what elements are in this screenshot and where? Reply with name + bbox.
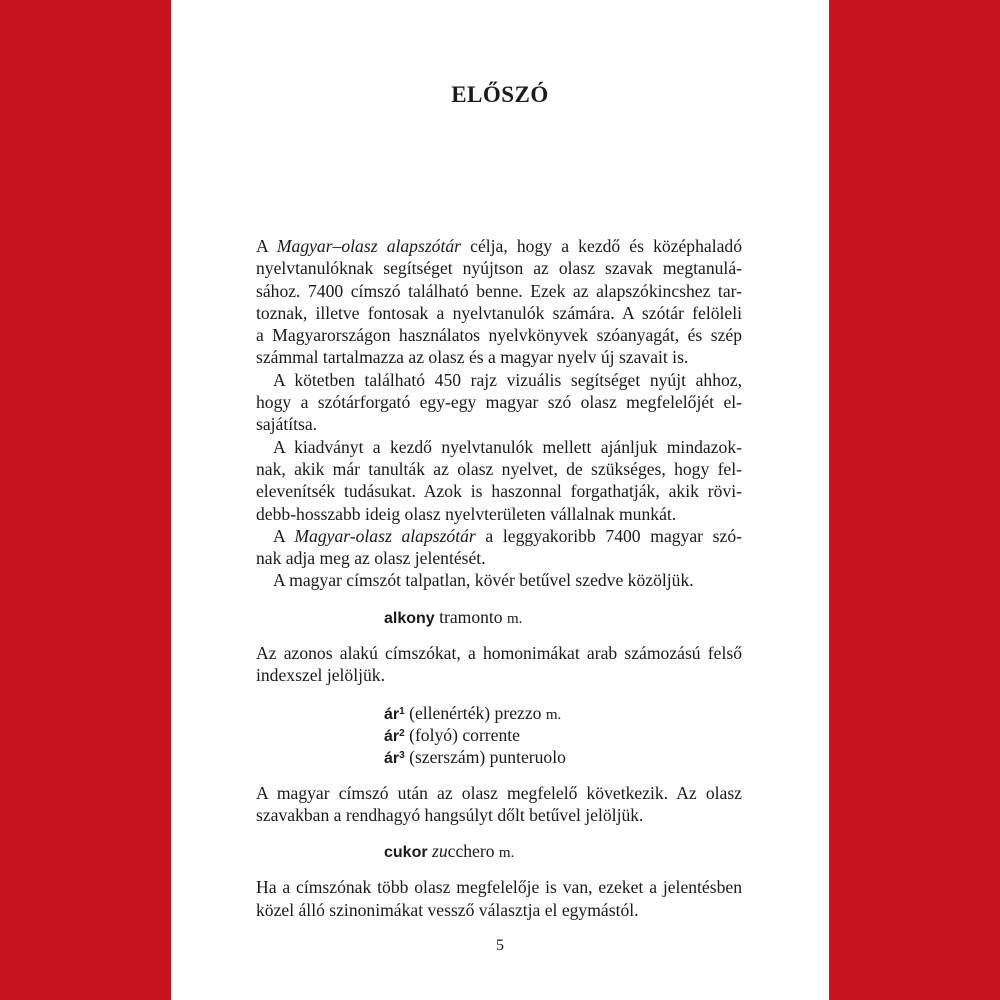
paragraph-line: Ha a címszónak több olasz megfelelője is van, ezeket a jelentésben <box>256 877 742 898</box>
paragraph-line: számmal tartalmazza az olasz és a magyar nyelv új szavait is. <box>256 347 689 368</box>
page-body <box>256 235 742 921</box>
paragraph-line: indexszel jelöljük. <box>256 665 385 686</box>
paragraph-line: debb-hosszabb ideig olasz nyelvterületen vállalnak munkát. <box>256 503 677 524</box>
page-title: ELŐSZÓ <box>451 82 549 107</box>
gender-abbr: m. <box>545 706 562 723</box>
headword: cukor <box>384 844 428 862</box>
example-entry <box>256 745 742 767</box>
paragraph-line: sához. 7400 címszó található benne. Ezek az alapszókincshez tar- <box>256 280 742 301</box>
paragraph-line: közel álló szinonimákat vessző választja el egymástól. <box>256 899 639 920</box>
translation: (szerszám) punteruolo <box>404 747 566 768</box>
gender-abbr: m. <box>507 610 523 627</box>
translation: (folyó) corrente <box>404 724 520 745</box>
homonym-index: 1 <box>399 705 405 717</box>
homonym-index: 3 <box>399 750 405 762</box>
paragraph-line <box>256 525 742 547</box>
paragraph-line: nak adja meg az olasz jelentését. <box>256 548 486 569</box>
text: A <box>273 525 295 546</box>
paragraph-line: toznak, illetve fontosak a nyelvtanulók számára. A szótár felöleli <box>256 302 742 323</box>
page-number: 5 <box>496 937 504 954</box>
paragraph-line: A kiadványt a kezdő nyelvtanulók mellett ajánljuk mindazok- <box>273 436 742 457</box>
translation: cchero <box>447 841 499 862</box>
book-page <box>171 0 829 1000</box>
headword: $ár^1$ <box>384 705 405 723</box>
paragraph-line: Az azonos alakú címszókat, a homonimákat arab számozású felső <box>256 643 742 664</box>
translation: (ellenérték) prezzo <box>404 702 546 723</box>
paragraph-line: nyelvtanulóknak segítséget nyújtson az olasz szavak megtanulá- <box>256 258 742 279</box>
paragraph-line: A magyar címszó után az olasz megfelelő következik. Az olasz <box>256 782 742 803</box>
paragraph-line: A magyar címszót talpatlan, kövér betűvel szedve közöljük. <box>273 570 694 591</box>
translation: tramonto <box>434 606 508 627</box>
headword: $ár^3$ <box>384 750 405 768</box>
headword: $ár^2$ <box>384 727 405 745</box>
paragraph-line: hogy a szótárforgató egy-egy magyar szó olasz megfelelőjét el- <box>256 392 742 413</box>
stress-italic: zu <box>431 841 448 862</box>
gender-abbr: m. <box>498 845 515 862</box>
paragraph-line: A kötetben található 450 rajz vizuális segítséget nyújt ahhoz, <box>273 369 742 390</box>
headword: alkony <box>384 609 435 627</box>
text: A <box>256 236 277 256</box>
paragraph-line: nak, akik már tanulták az olasz nyelvet, de szükséges, hogy fel- <box>256 458 742 479</box>
example-entry <box>256 701 742 723</box>
paragraph-line: sajátítsa. <box>256 414 318 435</box>
text: a leggyakoribb 7400 magyar szó- <box>475 525 742 546</box>
text: célja, hogy a kezdő és középhaladó <box>461 236 742 256</box>
book-title-italic: Magyar–olasz alapszótár <box>276 236 461 256</box>
example-entry <box>256 606 742 628</box>
example-entry <box>256 840 742 862</box>
paragraph-line: szavakban a rendhagyó hangsúlyt dőlt betűvel jelöljük. <box>256 804 644 825</box>
paragraph-line: a Magyarországon használatos nyelvkönyvek szóanyagát, és szép <box>256 325 742 346</box>
book-title-italic: Magyar-olasz alapszótár <box>294 525 476 546</box>
example-entry <box>256 723 742 745</box>
homonym-index: 2 <box>399 727 405 739</box>
paragraph-line: elevenítsék tudásukat. Azok is haszonnal forgathatják, akik rövi- <box>256 481 742 502</box>
paragraph-line <box>256 235 742 257</box>
